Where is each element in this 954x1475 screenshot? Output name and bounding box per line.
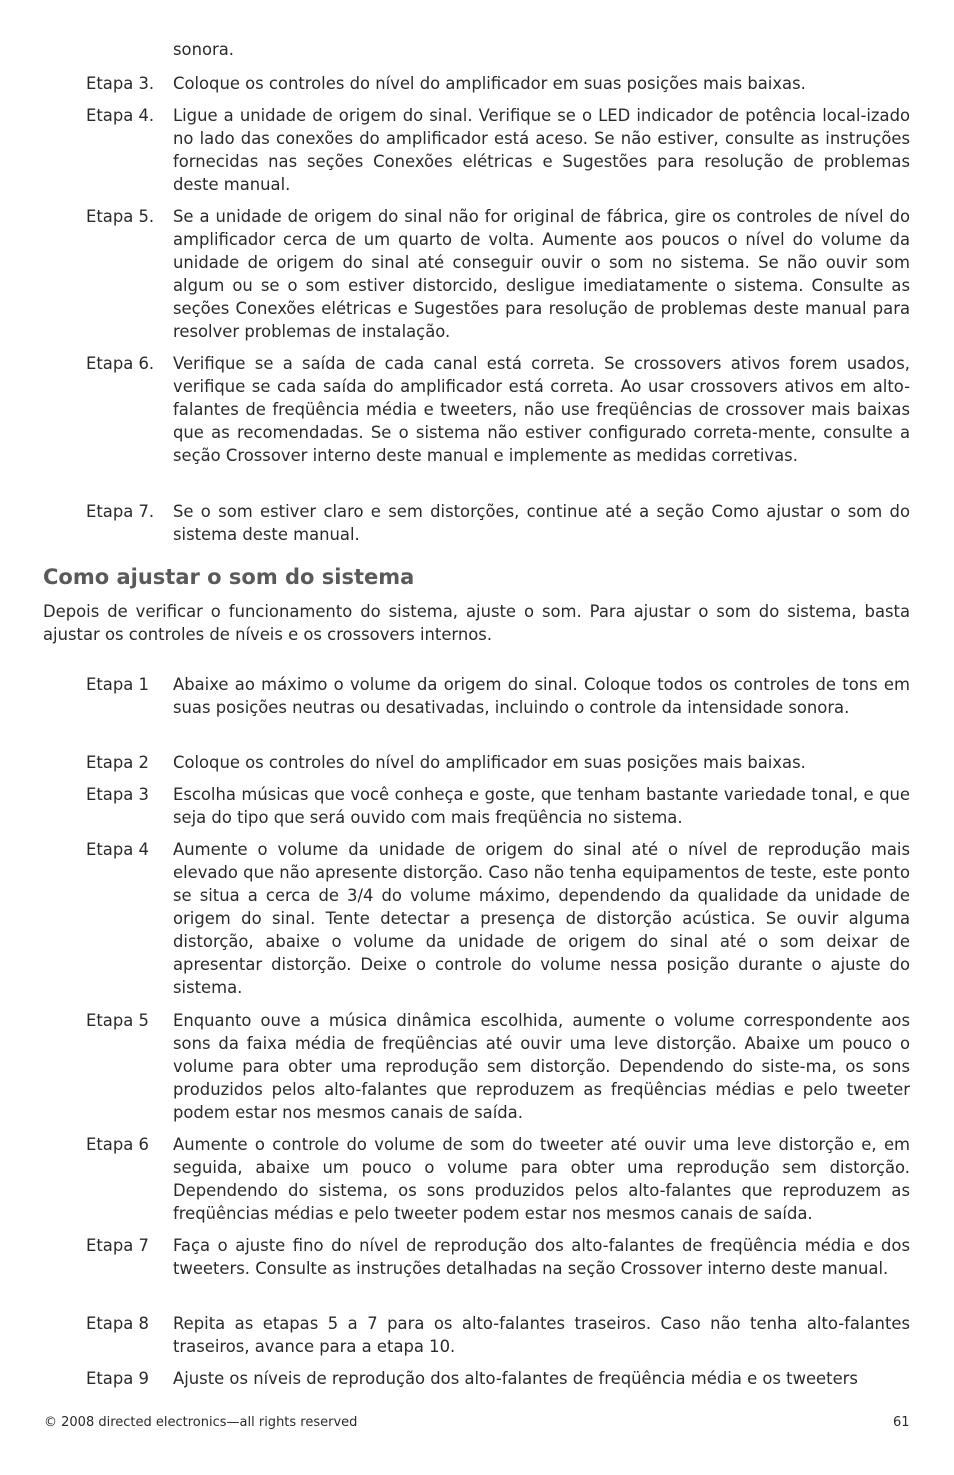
- step-label: Etapa 7: [86, 1236, 149, 1255]
- step-item: [86, 783, 910, 829]
- step-label: Etapa 3: [86, 785, 149, 804]
- step-text: Se a unidade de origem do sinal não for original de fábrica, gire os controles de nível do amplificador cerca de um quarto de volta. Aumente aos poucos o nível do volume da unidade de origem do sinal até conseguir ouvir o som no sistema. Se não ouvir som algum ou se o som estiver distorcido, desligue imediatamente o sistema. Consulte as seções Conexões elétricas e Sugestões para resolução de problemas deste manual para resolver problemas de instalação.: [173, 207, 910, 341]
- step-item: [86, 1133, 910, 1225]
- step-text: Abaixe ao máximo o volume da origem do sinal. Coloque todos os controles de tons em suas posições neutras ou desativadas, incluindo o controle da intensidade sonora.: [173, 675, 910, 717]
- step-item: [86, 751, 910, 774]
- step-item: [86, 1367, 910, 1390]
- step-item: [86, 673, 910, 719]
- step-text: Se o som estiver claro e sem distorções, continue até a seção Como ajustar o som do sistema deste manual.: [173, 502, 910, 544]
- step-item: [86, 1009, 910, 1124]
- step-text: Coloque os controles do nível do amplificador em suas posições mais baixas.: [173, 74, 806, 93]
- step-label: Etapa 6: [86, 1135, 149, 1154]
- step-text: Aumente o volume da unidade de origem do sinal até o nível de reprodução mais elevado que não apresente distorção. Caso não tenha equipamentos de teste, este ponto se situa a cerca de 3/4 do volume máximo, dependendo da qualidade da unidade de origem do sinal. Tente detectar a presença de distorção acústica. Se ouvir alguma distorção, abaixe o volume da unidade de origem do sinal até o som deixar de apresentar distorção. Deixe o controle do volume nessa posição durante o ajuste do sistema.: [173, 840, 910, 997]
- step-item: [86, 205, 910, 343]
- step-item: [86, 500, 910, 546]
- step-text: Escolha músicas que você conheça e goste, que tenham bastante variedade tonal, e que seja do tipo que será ouvido com mais freqüência no sistema.: [173, 785, 910, 827]
- step-text: Coloque os controles do nível do amplificador em suas posições mais baixas.: [173, 753, 806, 772]
- step-text: Faça o ajuste fino do nível de reprodução dos alto-falantes de freqüência média e dos tweeters. Consulte as instruções detalhadas na seção Crossover interno deste manual.: [173, 1236, 910, 1278]
- step-text: Ajuste os níveis de reprodução dos alto-falantes de freqüência média e os tweeters: [173, 1369, 858, 1388]
- step-item: [86, 1312, 910, 1358]
- page-number: 61: [893, 1415, 910, 1430]
- step-text: Ligue a unidade de origem do sinal. Verifique se o LED indicador de potência local-izado no lado das conexões do amplificador está aceso. Se não estiver, consulte as instruções fornecidas nas seções Conexões elétricas e Sugestões para resolução de problemas deste manual.: [173, 106, 910, 194]
- step-label: Etapa 4.: [86, 106, 155, 125]
- step-text: Enquanto ouve a música dinâmica escolhida, aumente o volume correspondente aos sons da faixa média de freqüências até ouvir uma leve distorção. Abaixe um pouco o volume para obter uma reprodução sem distorção. Dependendo do siste-ma, os sons produzidos pelos alto-falantes que reproduzem as freqüências médias e pelo tweeter podem estar nos mesmos canais de saída.: [173, 1011, 910, 1122]
- section-intro: Depois de verificar o funcionamento do sistema, ajuste o som. Para ajustar o som do sistema, basta ajustar os controles de níveis e os crossovers internos.: [43, 602, 910, 644]
- footer-copyright: © 2008 directed electronics—all rights reserved: [44, 1415, 358, 1430]
- step-label: Etapa 2: [86, 753, 149, 772]
- step-item: [86, 1234, 910, 1280]
- step-label: Etapa 4: [86, 840, 149, 859]
- step-label: Etapa 6.: [86, 354, 155, 373]
- step-item: [86, 104, 910, 196]
- step-label: Etapa 8: [86, 1314, 149, 1333]
- step-label: Etapa 7.: [86, 502, 155, 521]
- step-label: Etapa 5: [86, 1011, 149, 1030]
- step-text: Repita as etapas 5 a 7 para os alto-falantes traseiros. Caso não tenha alto-falantes traseiros, avance para a etapa 10.: [173, 1314, 910, 1356]
- step-label: Etapa 9: [86, 1369, 149, 1388]
- step-text: Aumente o controle do volume de som do tweeter até ouvir uma leve distorção e, em seguida, abaixe um pouco o volume para obter uma reprodução sem distorção. Dependendo do sistema, os sons produzidos pelos alto-falantes que reproduzem as freqüências médias e pelo tweeter podem estar nos mesmos canais de saída.: [173, 1135, 910, 1223]
- step-item: [86, 352, 910, 467]
- step-item: [86, 72, 910, 95]
- continuation-text: sonora.: [173, 40, 234, 59]
- step-label: Etapa 1: [86, 675, 149, 694]
- step-item: [86, 838, 910, 999]
- step-label: Etapa 5.: [86, 207, 155, 226]
- step-text: Verifique se a saída de cada canal está correta. Se crossovers ativos forem usados, verifique se cada saída do amplificador está correta. Ao usar crossovers ativos em alto-falantes de freqüência média e tweeters, não use freqüências de crossover mais baixas que as recomendadas. Se o sistema não estiver configurado correta-mente, consulte a seção Crossover interno deste manual e implemente as medidas corretivas.: [173, 354, 910, 465]
- step-label: Etapa 3.: [86, 74, 155, 93]
- section-heading: Como ajustar o som do sistema: [43, 565, 415, 589]
